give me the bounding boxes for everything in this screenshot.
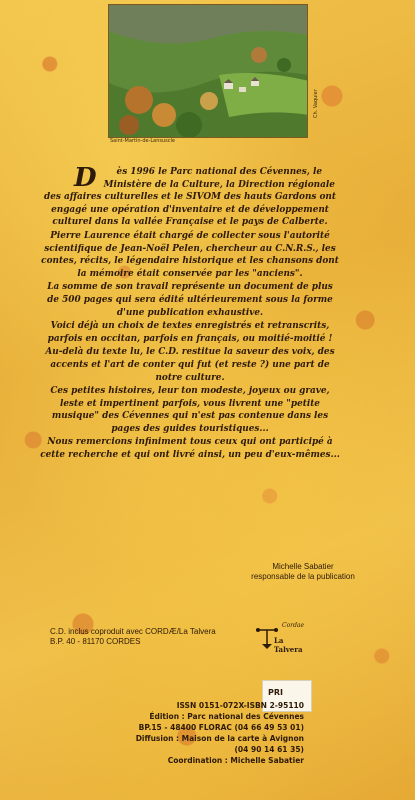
edition-line: Édition : Parc national des Cévennes [149, 712, 304, 721]
coordination-line: Coordination : Michelle Sabatier [167, 756, 304, 765]
intro-paragraph: Pierre Laurence était chargé de collecter sous l'autorité scientifique de Jean-Noël Pelen, chercheur au C.N.R.S., les contes, récits, le légendaire historique et les chansons dont la mémoire était conservée par les "anciens". [41, 230, 339, 279]
photo-credit: Ch. Vaquier [313, 89, 319, 118]
address-line: BP.15 - 48400 FLORAC (04 66 49 53 01) [138, 723, 304, 732]
intro-paragraph [40, 163, 340, 229]
phone-line: (04 90 14 61 35) [234, 745, 304, 754]
dropcap-letter: D [74, 163, 97, 193]
intro-paragraph-text: ès 1996 le Parc national des Cévennes, le Ministère de la Culture, la Direction régionale des affaires culturelles et le SIVOM des hauts Gardons ont engagé une opération d'inventaire et de développement culturel dans la vallée Française et le pays de Calberte. [44, 167, 336, 228]
logo-main-label: La Talvera [274, 636, 303, 654]
intro-paragraph: Voici déjà un choix de textes enregistrés et retranscrits, parfois en occitan, parfois en français, ou moitié-moitié ! [47, 321, 333, 344]
logo-top-label: Cordae [282, 622, 305, 629]
signature [228, 562, 378, 582]
cd-notice-line1: C.D. inclus coproduit avec CORDÆ/La Talvera [50, 627, 216, 636]
signature-name: Michelle Sabatier [272, 562, 334, 571]
publication-info [104, 700, 304, 766]
intro-paragraph: Nous remercions infiniment tous ceux qui ont participé à cette recherche et qui ont livré ainsi, un peu d'eux-mêmes... [40, 437, 340, 461]
diffusion-line: Diffusion : Maison de la carte à Avignon [135, 734, 304, 743]
price-label: PRI [268, 688, 283, 697]
landscape-photo [108, 4, 308, 138]
isbn-line: ISSN 0151-072X-ISBN 2-95110 [176, 701, 304, 710]
photo-caption: Saint-Martin-de-Lansuscle [110, 138, 175, 144]
intro-paragraph: Au-delà du texte lu, le C.D. restitue la saveur des voix, des accents et l'art de conter qui fut (et reste ?) une part de notre culture. [45, 347, 335, 383]
intro-text [40, 163, 340, 463]
cd-notice-line2: B.P. 40 - 81170 CORDES [50, 637, 141, 646]
cd-notice [50, 627, 250, 647]
publisher-logo [254, 622, 314, 654]
intro-paragraph: Ces petites histoires, leur ton modeste, joyeux ou grave, leste et impertinent parfois, vous livrent une "petite musique" des Cévennes qui n'est pas contenue dans les pages des guides touristiques... [50, 386, 330, 434]
signature-role: responsable de la publication [251, 572, 355, 581]
intro-paragraph: La somme de son travail représente un document de plus de 500 pages qui sera édité ultérieurement sous la forme d'une publication exhaustive. [47, 282, 333, 318]
